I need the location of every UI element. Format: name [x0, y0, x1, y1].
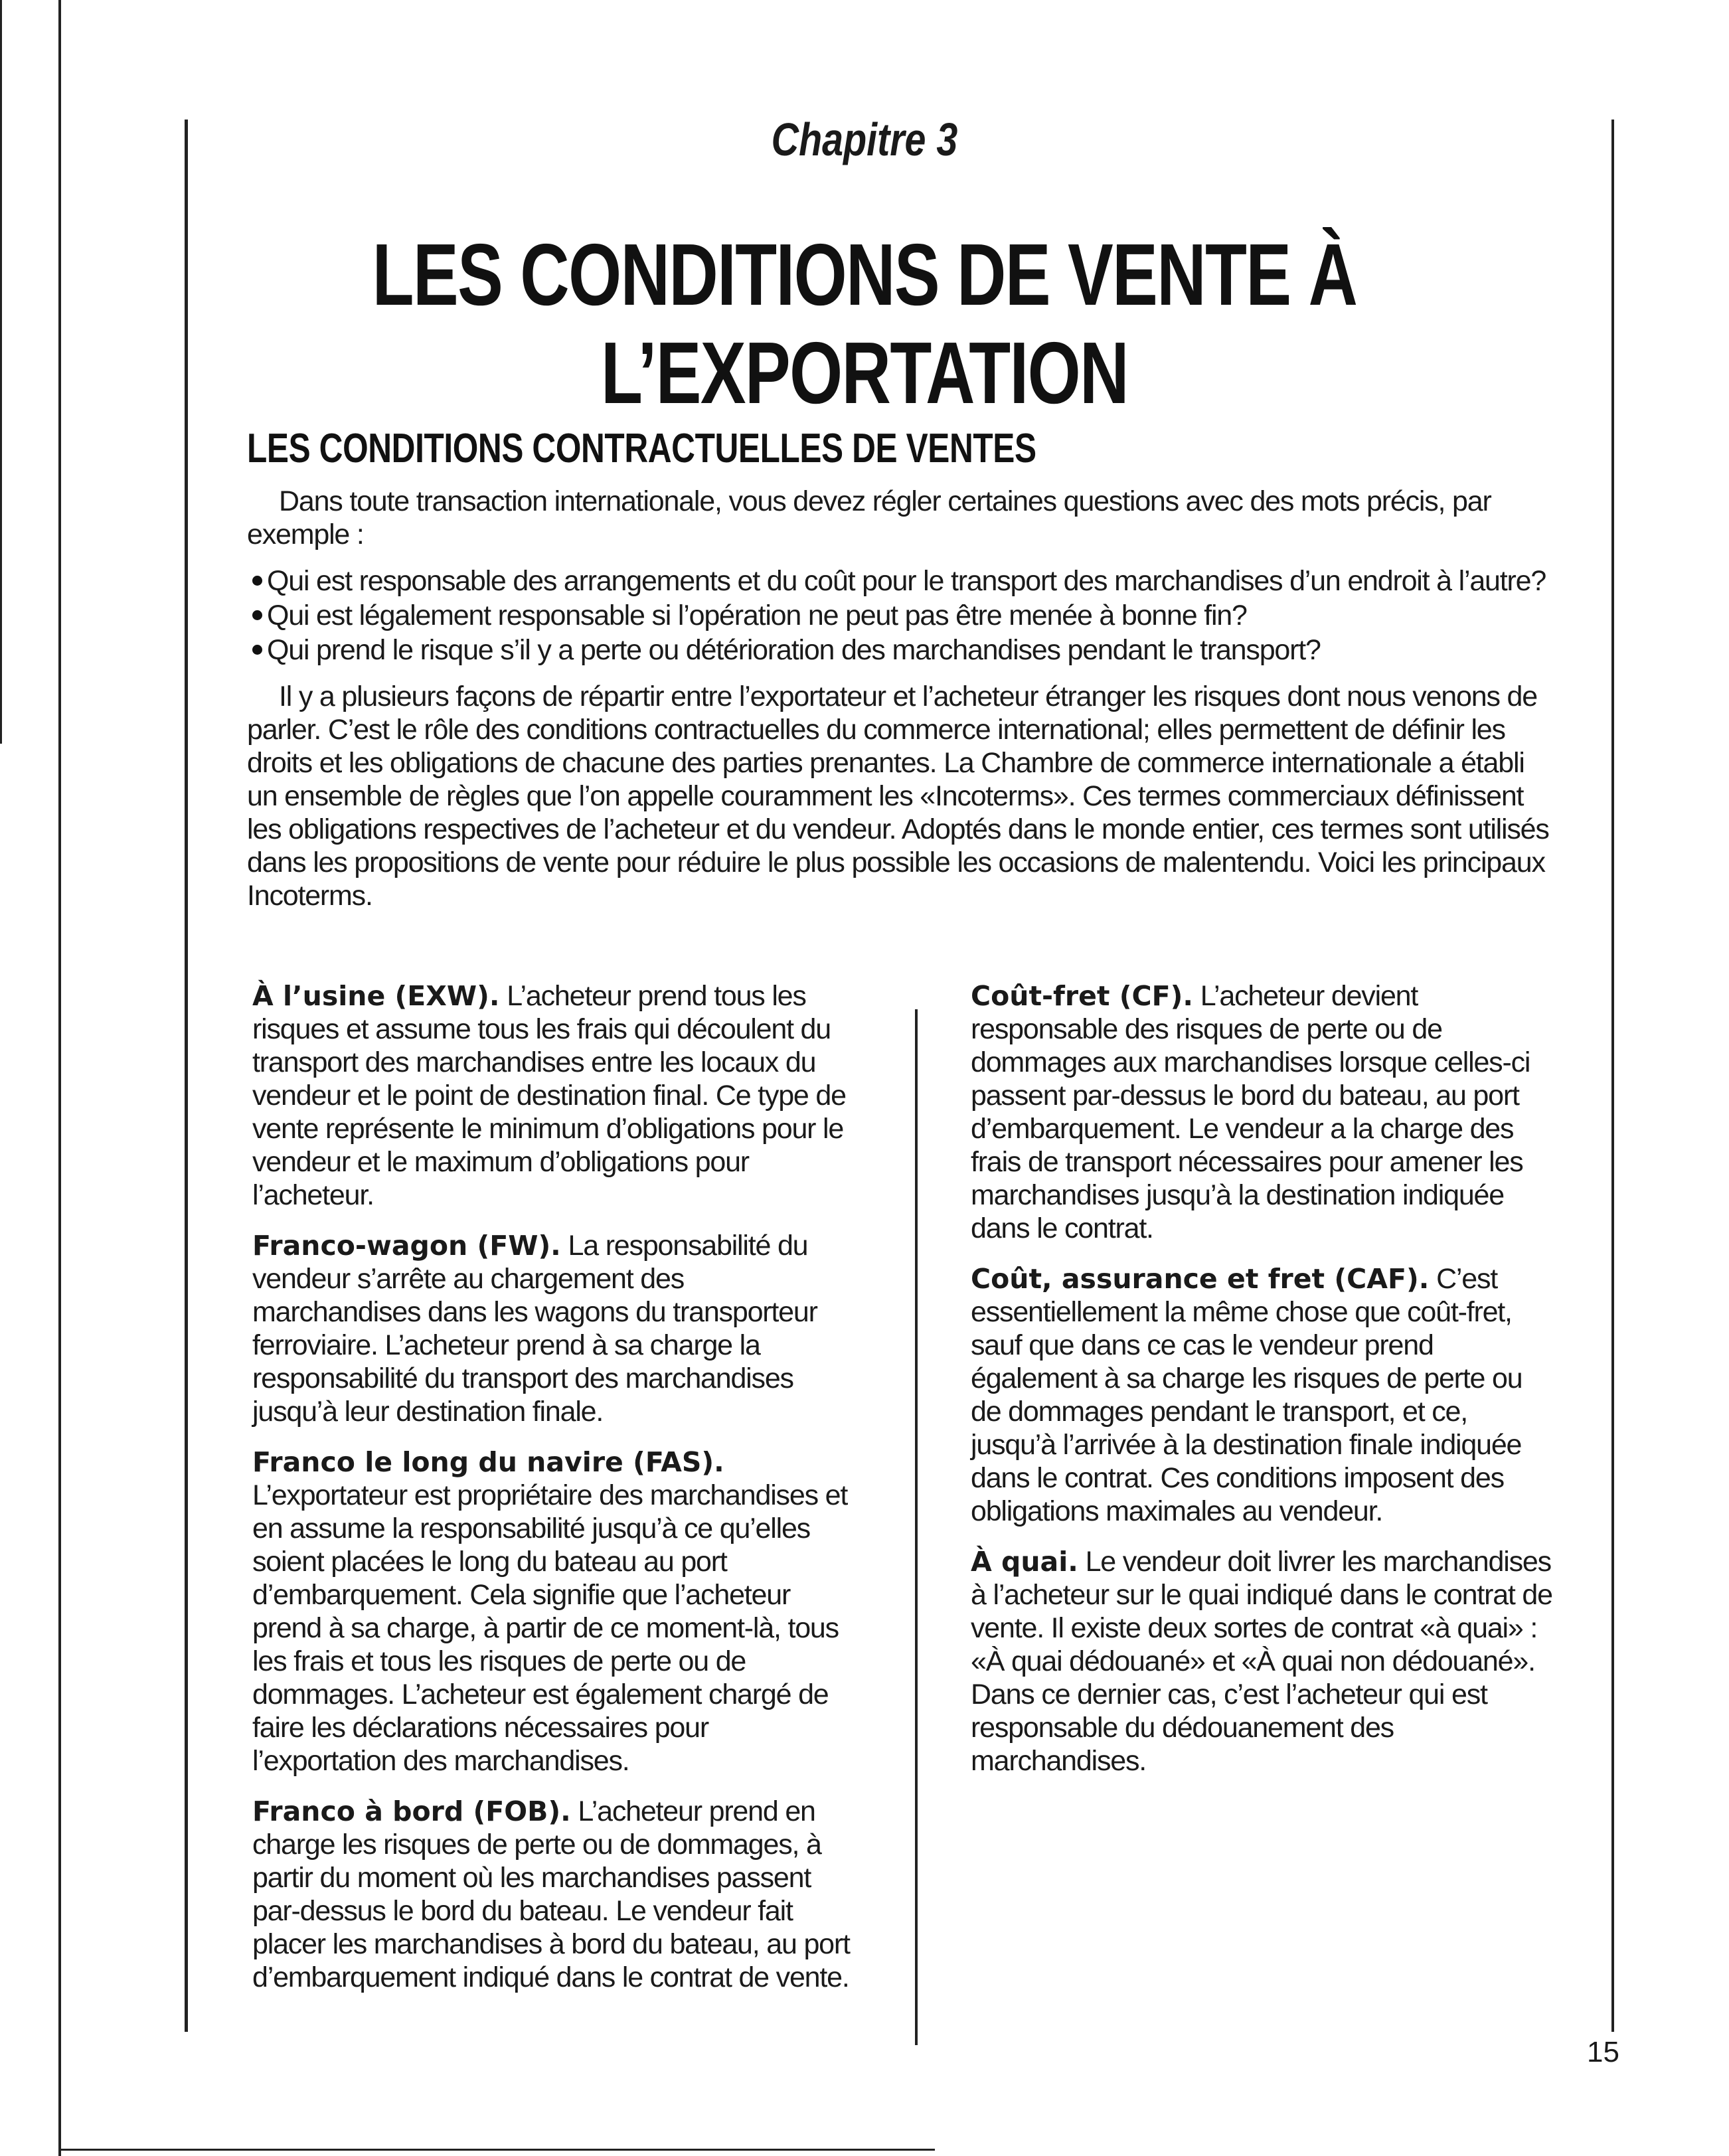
left-column	[252, 979, 850, 2011]
intro-paragraph: Il y a plusieurs façons de répartir entre l’exportateur et l’acheteur étranger les risques dont nous venons de parler. C’est le rôle des conditions contractuelles du commerce international; elles permettent de définir les droits et les obligations de chacune des parties prenantes. La Chambre de commerce internationale a établi un ensemble de règles que l’on appelle couramment les «Incoterms». Ces termes commerciaux définissent les obligations respectives de l’acheteur et du vendeur. Adoptés dans le monde entier, ces termes sont utilisés dans les propositions de vente pour réduire le plus possible les occasions de malentendu. Voici les principaux Incoterms.	[247, 681, 1549, 912]
term-entry	[252, 1795, 850, 1994]
term-label: À l’usine (EXW).	[252, 980, 500, 1012]
term-description: L’acheteur prend en charge les risques de perte ou de dommages, à partir du moment où les marchandises passent par-dessus le bord du bateau. Le vendeur fait placer les marchandises à bord du bateau, au port d’embarquement indiqué dans le contrat de vente.	[252, 1795, 850, 1993]
term-description: Le vendeur doit livrer les marchandises à l’acheteur sur le quai indiqué dans le contrat de vente. Il existe deux sortes de contrat «à quai» : «À quai dédouané» et «À quai non dédouané». Dans ce dernier cas, c’est l’acheteur qui est responsable du dédouanement des marchandises.	[971, 1546, 1552, 1777]
term-description: L’exportateur est propriétaire des marchandises et en assume la responsabilité jusqu’à ce qu’elles soient placées le long du bateau au port d’embarquement. Cela signifie que l’acheteur prend à sa charge, à partir de ce moment-là, tous les frais et tous les risques de perte ou de dommages. L’acheteur est également chargé de faire les déclarations nécessaires pour l’exportation des marchandises.	[252, 1479, 848, 1777]
list-item: Qui est responsable des arrangements et du coût pour le transport des marchandises d’un endroit à l’autre?	[247, 564, 1555, 598]
right-margin-rule	[1611, 120, 1614, 2032]
title-line-1: LES CONDITIONS DE VENTE À	[372, 226, 1357, 323]
section-heading: LES CONDITIONS CONTRACTUELLES DE VENTES	[247, 426, 1036, 471]
left-margin-rule	[185, 120, 188, 2032]
term-label: Coût-fret (CF).	[971, 980, 1193, 1012]
term-description: L’acheteur prend tous les risques et assume tous les frais qui découlent du transport des marchandises entre les locaux du vendeur et le point de destination final. Ce type de vente représente le minimum d’obligations pour le vendeur et le maximum d’obligations pour l’acheteur.	[252, 980, 846, 1211]
term-description: L’acheteur devient responsable des risques de perte ou de dommages aux marchandises lorsque celles-ci passent par-dessus le bord du bateau, au port d’embarquement. Le vendeur a la charge des frais de transport nécessaires pour amener les marchandises jusqu’à la destination indiquée dans le contrat.	[971, 980, 1530, 1244]
intro-section	[247, 485, 1555, 912]
term-label: Franco le long du navire (FAS).	[252, 1446, 724, 1478]
column-divider	[915, 1009, 918, 2045]
title-line-2: L’EXPORTATION	[601, 324, 1128, 422]
term-description: C’est essentiellement la même chose que coût-fret, sauf que dans ce cas le vendeur prend également à sa charge les risques de perte ou de dommages pendant le transport, et ce, jusqu’à l’arrivée à la destination finale indiquée dans le contrat. Ces conditions imposent des obligations maximales au vendeur.	[971, 1263, 1523, 1527]
term-label: Franco-wagon (FW).	[252, 1230, 561, 1262]
term-entry	[252, 1229, 850, 1428]
chapter-label: Chapitre 3	[771, 114, 958, 165]
term-label: Coût, assurance et fret (CAF).	[971, 1263, 1430, 1295]
list-item: Qui est légalement responsable si l’opération ne peut pas être menée à bonne fin?	[247, 599, 1555, 632]
right-column	[971, 979, 1555, 1795]
term-label: À quai.	[971, 1546, 1078, 1578]
term-entry	[252, 1446, 850, 1778]
term-label: Franco à bord (FOB).	[252, 1795, 571, 1827]
term-entry	[971, 979, 1555, 1245]
page-title	[190, 226, 1538, 422]
term-description: La responsabilité du vendeur s’arrête au chargement des marchandises dans les wagons du transporteur ferroviaire. L’acheteur prend à sa charge la responsabilité du transport des marchandises jusqu’à leur destination finale.	[252, 1230, 817, 1428]
intro-lead: Dans toute transaction internationale, vous devez régler certaines questions avec des mots précis, par exemple :	[247, 485, 1491, 550]
page-number: 15	[1587, 2036, 1619, 2068]
list-item: Qui prend le risque s’il y a perte ou détérioration des marchandises pendant le transport?	[247, 633, 1555, 667]
term-entry	[971, 1262, 1555, 1528]
scan-edge-line	[58, 0, 61, 2156]
question-list	[247, 564, 1555, 667]
term-entry	[971, 1545, 1555, 1778]
scan-edge-line	[0, 0, 2, 744]
scan-bottom-line	[58, 2149, 935, 2151]
term-entry	[252, 979, 850, 1212]
